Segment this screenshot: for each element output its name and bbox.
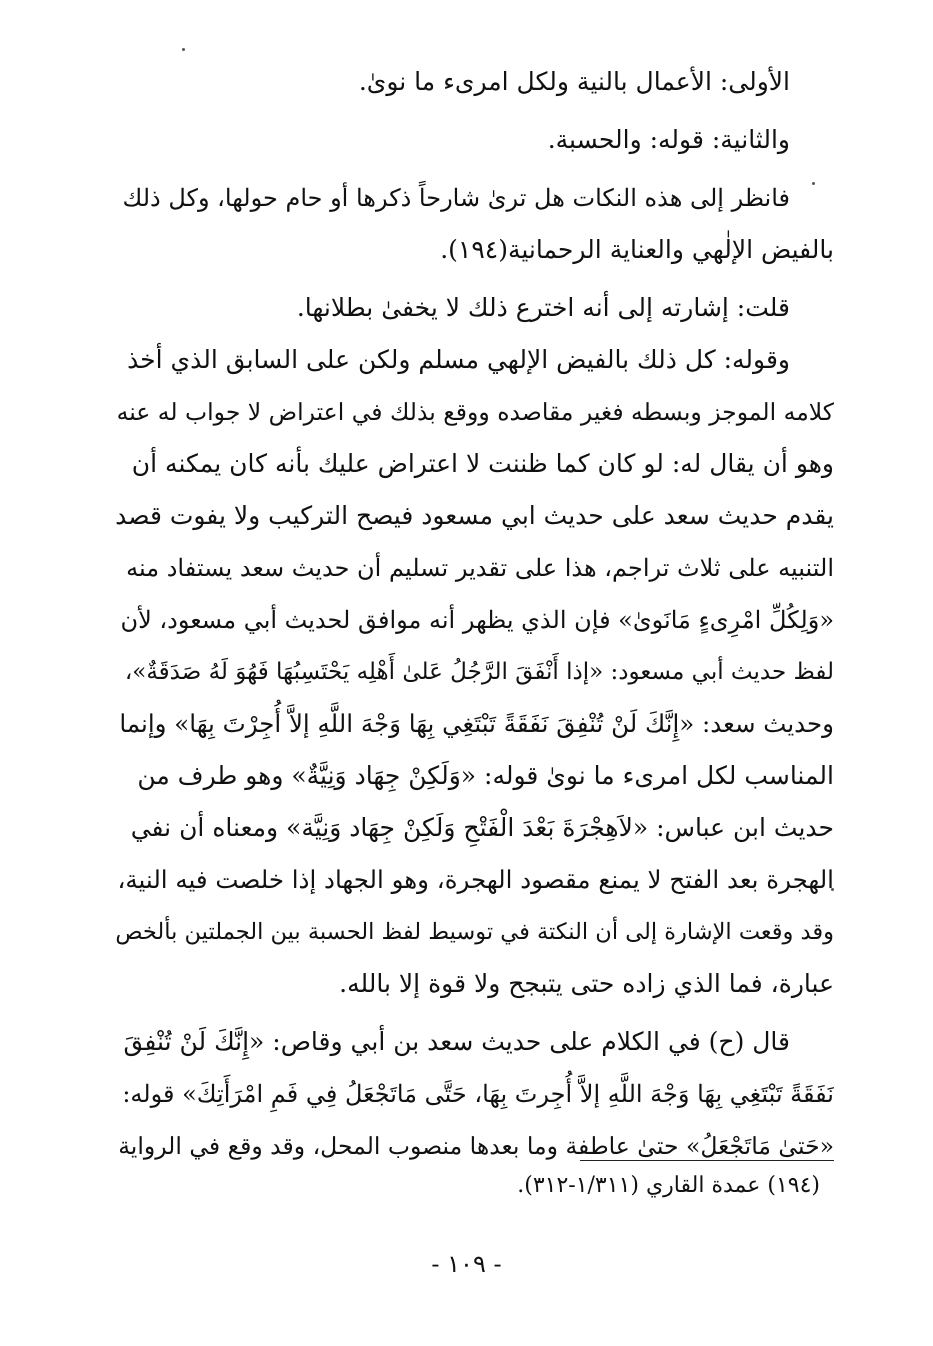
text-line: وحديث سعد: «إِنَّكَ لَنْ تُنْفِقَ نَفَقَةً تَبْتَغِي بِهَا وَجْهَ اللَّهِ إلاَّ أُجِرْتَ بِهَا» وإنما xyxy=(119,709,834,738)
main-text xyxy=(112,56,834,1172)
text-line: نَفَقَةً تَبْتَغِي بِهَا وَجْهَ اللَّهِ إلاَّ أُجِرتَ بِهَا، حَتَّى مَاتَجْعَلُ فِي فَمِ امْرَأَتِكَ» قوله: xyxy=(122,1080,834,1108)
text-line: قلت: إشارته إلى أنه اخترع ذلك لا يخفىٰ بطلانها. xyxy=(296,293,790,322)
text-line: عبارة، فما الذي زاده حتى يتبجح ولا قوة إلا بالله. xyxy=(339,969,834,998)
text-line: فانظر إلى هذه النكات هل ترىٰ شارحاً ذكرها أو حام حولها، وكل ذلك xyxy=(122,184,790,212)
text-line: قال (ح) في الكلام على حديث سعد بن أبي وقاص: «إِنَّكَ لَنْ تُنْفِقَ xyxy=(123,1027,790,1056)
text-line: «حَتىٰ مَاتَجْعَلُ» حتىٰ عاطفة وما بعدها منصوب المحل، وقد وقع في الرواية xyxy=(118,1132,834,1160)
text-line: وقوله: كل ذلك بالفيض الإلهي مسلم ولكن على السابق الذي أخذ xyxy=(127,345,790,374)
text-line: والثانية: قوله: والحسبة. xyxy=(547,125,790,154)
page-number: - ١٠٩ - xyxy=(431,1250,502,1278)
text-line: المناسب لكل امرىء ما نوىٰ قوله: «وَلَكِنْ جِهَاد وَنِيَّةٌ» وهو طرف من xyxy=(137,761,834,790)
footnote: (١٩٤) عمدة القاري (١/٣١١-٣١٢). xyxy=(517,1173,820,1198)
text-line: يقدم حديث سعد على حديث ابي مسعود فيصح التركيب ولا يفوت قصد xyxy=(115,501,834,530)
text-line: الهجرة بعد الفتح لا يمنع مقصود الهجرة، وهو الجهاد إذا خلصت فيه النية، xyxy=(117,865,834,894)
text-line: حديث ابن عباس: «لاَهِجْرَةَ بَعْدَ الْفَتْحِ وَلَكِنْ جِهَاد وَنِيَّة» ومعناه أن نفي xyxy=(130,813,834,842)
footnote-divider xyxy=(580,1160,834,1161)
text-line: بالفيض الإلٰهي والعناية الرحمانية(١٩٤). xyxy=(440,235,834,264)
text-line: وهو أن يقال له: لو كان كما ظننت لا اعتراض عليك بأنه كان يمكنه أن xyxy=(131,449,834,478)
text-line: وقد وقعت الإشارة إلى أن النكتة في توسيط لفظ الحسبة بين الجملتين بألخص xyxy=(115,919,834,945)
scan-speck xyxy=(182,48,185,51)
text-line: لفظ حديث أبي مسعود: «إذا أَنْفَقَ الرَّجُلُ عَلىٰ أَهْلِه يَحْتَسِبُهَا فَهُوَ لَهُ صَدَقَةٌ»، xyxy=(124,659,834,685)
text-line: «وَلِكُلِّ امْرِىءٍ مَانَوىٰ» فإن الذي يظهر أنه موافق لحديث أبي مسعود، لأن xyxy=(120,606,834,634)
text-line: الأولى: الأعمال بالنية ولكل امرىء ما نوىٰ. xyxy=(358,67,790,96)
text-line: التنبيه على ثلاث تراجم، هذا على تقدير تسليم أن حديث سعد يستفاد منه xyxy=(126,554,834,582)
text-line: كلامه الموجز وبسطه فغير مقاصده ووقع بذلك في اعتراض لا جواب له عنه xyxy=(116,398,834,426)
